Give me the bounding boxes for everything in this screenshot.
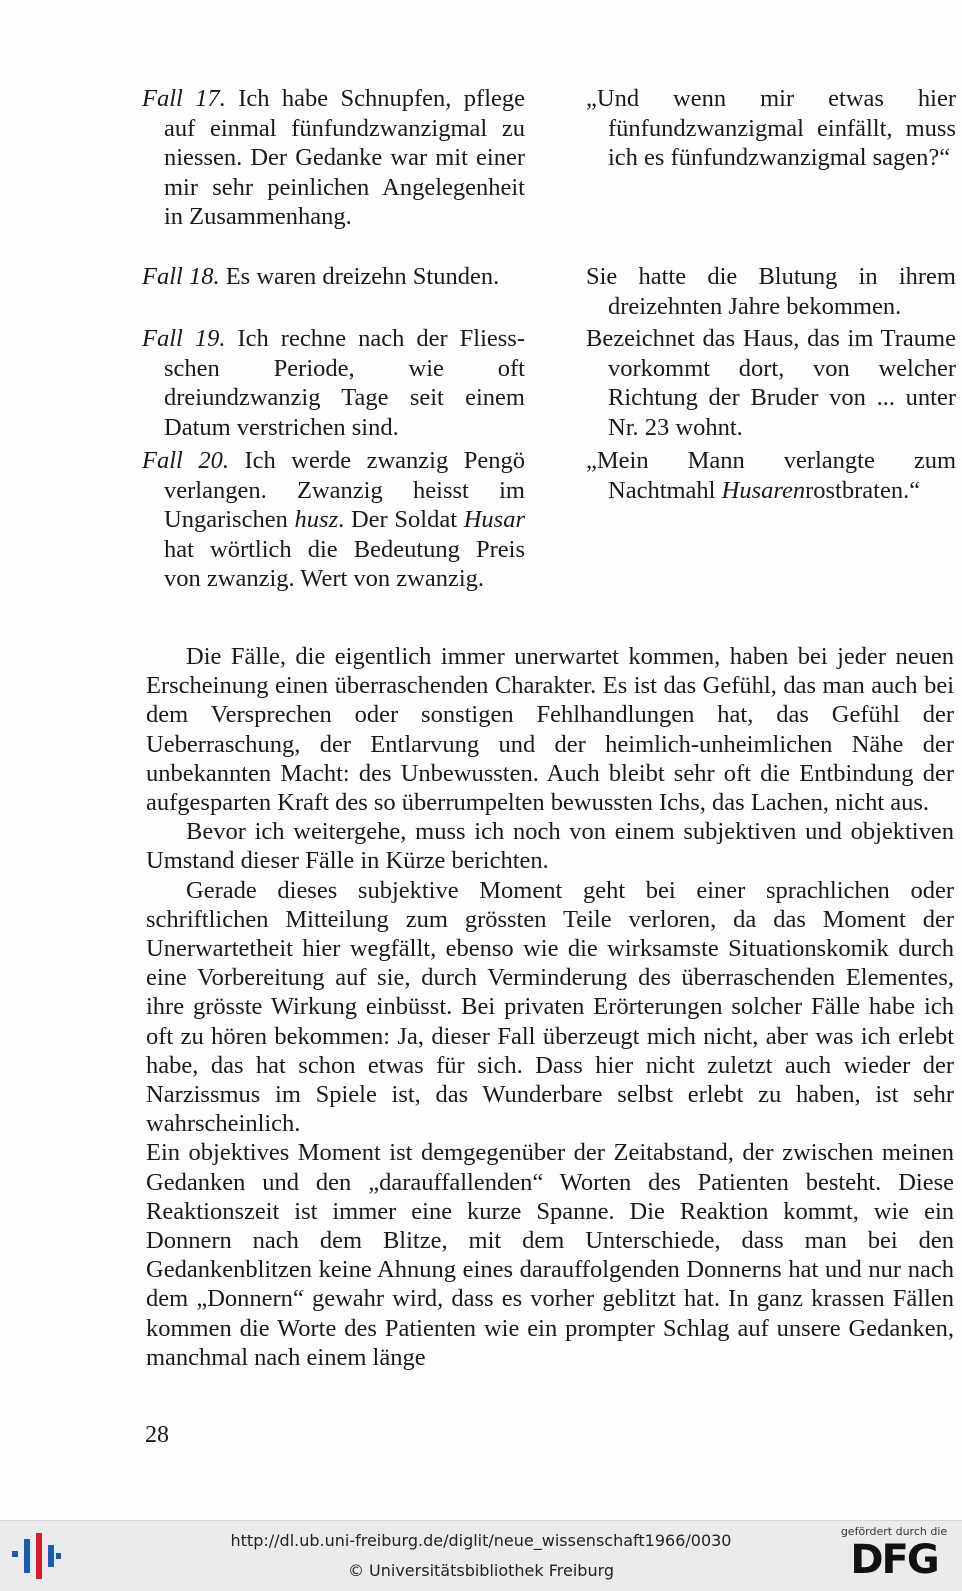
case-18: [142, 262, 499, 292]
case-label: Fall 18.: [142, 263, 220, 290]
case-label: Fall 19.: [142, 325, 226, 352]
dfg-logo: DFG: [850, 1537, 938, 1583]
case-italic-word: Husar: [463, 506, 525, 533]
paragraph: Die Fälle, die eigentlich immer unerwartet kommen, haben bei jeder neuen Erscheinung einen überraschenden Charakter. Es ist das Gefühl, das man auch bei dem Versprechen oder sonstigen Fehlhandlungen hat, das Gefühl der Ueberraschung, der Entlarvung und der heimlich-unheimlichen Nähe der unbekannten Macht: des Unbewussten. Auch bleibt sehr oft die Entbindung der aufgesparten Kraft des so überrumpelten bewussten Ichs, das Lachen, nicht aus.: [146, 643, 954, 817]
body-text: [146, 642, 954, 1372]
statement-text: „Und wenn mir etwas hier fünfundzwanzigmal einfällt, muss ich es fünfundzwanzigmal sagen?“: [586, 85, 956, 171]
case-italic-word: husz: [294, 506, 339, 533]
statement-italic-word: Husaren: [721, 476, 806, 504]
paragraph: Ein objektives Moment ist demgegenüber der Zeitabstand, der zwischen meinen Gedanken und den „darauffallenden“ Worten des Patienten besteht. Diese Reaktionszeit ist immer eine kurze Spanne. Die Reaktion kommt, wie ein Donnern nach dem Blitze, mit dem Unterschiede, dass man bei den Gedankenblitzen keine Ahnung eines darauffolgenden Donnerns hat und nur nach dem „Donnern“ gewahr wird, dass es vorher geblitzt hat. In ganz krassen Fällen kommen die Worte des Patienten wie ein prompter Schlag auf unsere Gedanken, manchmal nach einem länge: [146, 1139, 954, 1371]
statement-text: Bezeichnet das Haus, das im Traume vorkommt dort, von welcher Richtung der Bruder von ... unter Nr. 23 wohnt.: [586, 325, 956, 441]
footer-bar: [0, 1520, 962, 1591]
dfg-tagline: gefördert durch die: [840, 1525, 948, 1538]
case-text: Ich rechne nach der Fliess-schen Periode, wie oft dreiundzwanzig Tage seit einem Datum verstrichen sind.: [164, 325, 525, 441]
paragraph: Gerade dieses subjektive Moment geht bei einer sprachlichen oder schriftlichen Mitteilung zum grössten Teile verloren, da das Moment der Unerwartetheit hier wegfällt, ebenso wie die wirksamste Situationskomik durch eine Vorbereitung auf sie, durch Verminderung des überraschenden Elementes, ihre grösste Wirkung einbüsst. Bei privaten Erörterungen solcher Fälle habe ich oft zu hören bekommen: Ja, dieser Fall überzeugt mich nicht, aber was ich erlebt habe, das hat schon etwas für sich. Dass hier nicht zuletzt auch wieder der Narzissmus im Spiele ist, das Wunderbare selbst erlebt zu haben, ist sehr wahrscheinlich.: [146, 876, 954, 1138]
case-text: . Der Soldat: [338, 506, 464, 533]
patient-statement-18: [586, 262, 956, 321]
copyright-notice: © Universitätsbibliothek Freiburg: [347, 1561, 615, 1580]
statement-text: Sie hatte die Blutung in ihrem dreizehnten Jahre bekommen.: [586, 263, 956, 320]
document-url-link[interactable]: http://dl.ub.uni-freiburg.de/diglit/neue_wissenschaft1966/0030: [230, 1531, 732, 1550]
patient-statement-17: [586, 84, 956, 173]
statement-text: rostbraten.“: [805, 476, 921, 504]
paragraph: Bevor ich weitergehe, muss ich noch von einem subjektiven und objektiven Umstand dieser Fälle in Kürze berichten.: [146, 818, 954, 875]
patient-statement-20: [586, 446, 956, 505]
case-20: [142, 446, 525, 594]
page-number: 28: [145, 1422, 169, 1448]
case-text: Ich habe Schnupfen, pflege auf einmal fünfundzwanzigmal zu niessen. Der Gedanke war mit einer mir sehr peinlichen Angelegenheit in Zusammenhang.: [164, 85, 525, 230]
dfg-funding-badge: [834, 1525, 954, 1587]
patient-statement-19: [586, 324, 956, 442]
case-text: hat wörtlich die Bedeutung Preis von zwanzig. Wert von zwanzig.: [164, 535, 525, 592]
case-19: [142, 324, 525, 442]
case-text: Ich werde zwanzig Pengö verlangen. Zwanzig heisst im Ungarischen: [164, 447, 525, 533]
case-text: Es waren dreizehn Stunden.: [219, 263, 500, 290]
case-label: Fall 20.: [142, 447, 229, 474]
case-label: Fall 17.: [142, 85, 226, 112]
statement-text: „Mein Mann verlangte zum Nachtmahl: [586, 447, 956, 504]
case-17: [142, 84, 525, 232]
